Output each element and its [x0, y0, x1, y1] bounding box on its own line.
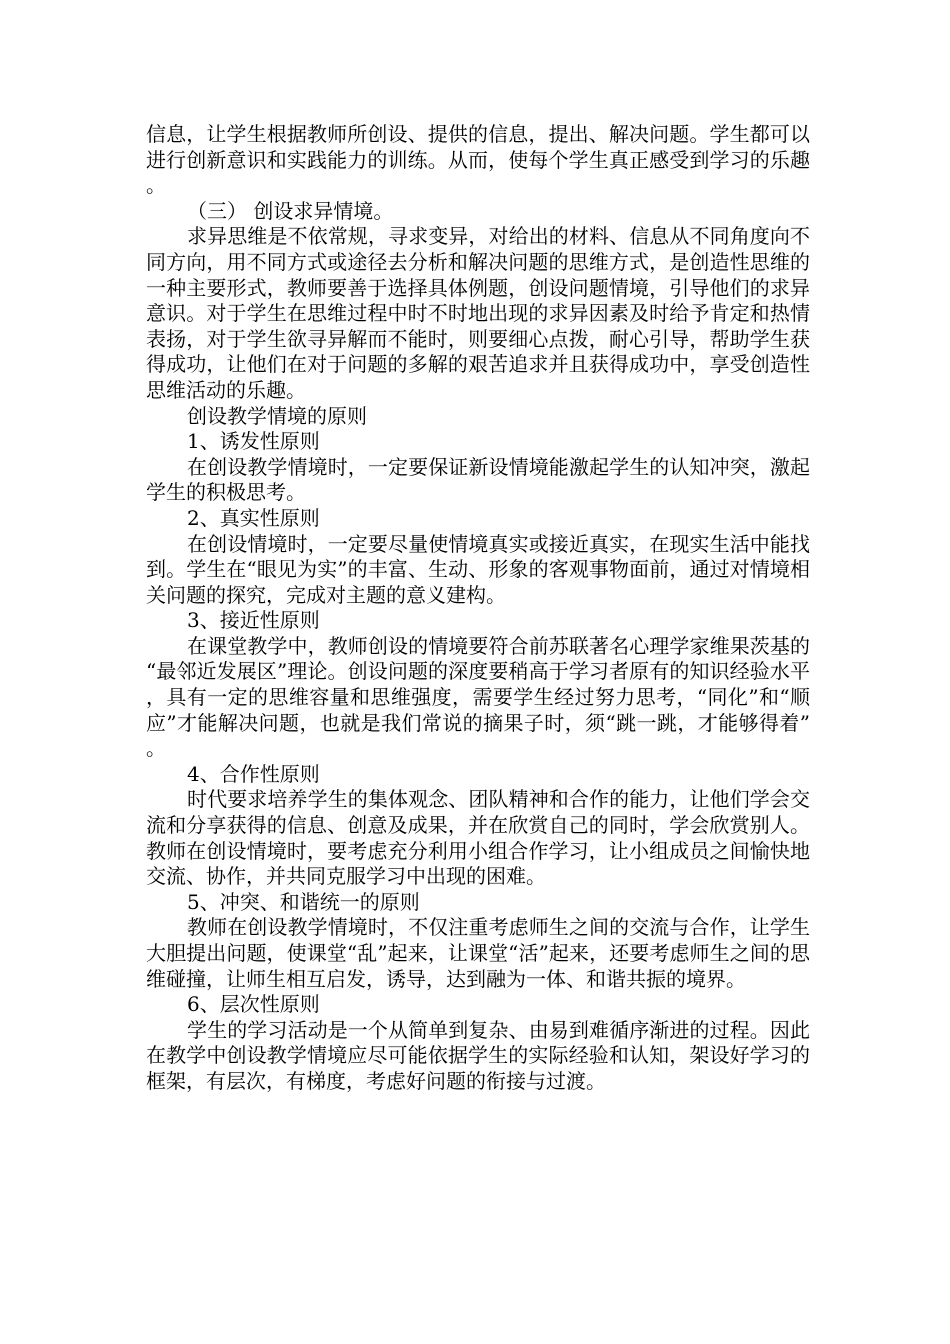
principle-body-4: 时代要求培养学生的集体观念、团队精神和合作的能力，让他们学会交流和分享获得的信息、创意及成果，并在欣赏自己的同时，学会欣赏别人。教师在创设情境时，要考虑充分利用小组合作学习，让小组成员之间愉快地交流、协作，并共同克服学习中出现的困难。 [146, 787, 810, 889]
document-body [146, 122, 810, 1095]
section-heading-principles: 创设教学情境的原则 [187, 403, 367, 428]
principle-body-1: 在创设教学情境时，一定要保证新设情境能激起学生的认知冲突，激起学生的积极思考。 [146, 454, 810, 505]
principle-heading-3: 3、接近性原则 [187, 608, 320, 633]
principle-heading-5: 5、冲突、和谐统一的原则 [187, 889, 420, 914]
paragraph-continuation: 信息，让学生根据教师所创设、提供的信息，提出、解决问题。学生都可以进行创新意识和实践能力的训练。从而，使每个学生真正感受到学习的乐趣。 [146, 122, 810, 198]
section-heading-qiuyi: （三） 创设求异情境。 [187, 198, 394, 223]
principle-heading-6: 6、层次性原则 [187, 992, 320, 1017]
principle-heading-4: 4、合作性原则 [187, 761, 320, 786]
principle-body-5: 教师在创设教学情境时，不仅注重考虑师生之间的交流与合作，让学生大胆提出问题，使课堂“乱”起来，让课堂“活”起来，还要考虑师生之间的思维碰撞，让师生相互启发，诱导，达到融为一体、和谐共振的境界。 [146, 915, 810, 991]
paragraph-qiuyi: 求异思维是不依常规，寻求变异，对给出的材料、信息从不同角度向不同方向，用不同方式或途径去分析和解决问题的思维方式，是创造性思维的一种主要形式，教师要善于选择具体例题，创设问题情境，引导他们的求异意识。对于学生在思维过程中时不时地出现的求异因素及时给予肯定和热情表扬，对于学生欲寻异解而不能时，则要细心点拨，耐心引导，帮助学生获得成功，让他们在对于问题的多解的艰苦追求并且获得成功中，享受创造性思维活动的乐趣。 [146, 224, 810, 402]
principle-heading-2: 2、真实性原则 [187, 505, 320, 530]
principle-body-3: 在课堂教学中，教师创设的情境要符合前苏联著名心理学家维果茨基的“最邻近发展区”理论。创设问题的深度要稍高于学习者原有的知识经验水平，具有一定的思维容量和思维强度，需要学生经过努力思考，“同化”和“顺应”才能解决问题，也就是我们常说的摘果子时，须“跳一跳，才能够得着”。 [146, 633, 810, 761]
principle-body-6: 学生的学习活动是一个从简单到复杂、由易到难循序渐进的过程。因此在教学中创设教学情境应尽可能依据学生的实际经验和认知，架设好学习的框架，有层次，有梯度，考虑好问题的衔接与过渡。 [146, 1017, 810, 1093]
principle-heading-1: 1、诱发性原则 [187, 429, 320, 454]
principle-body-2: 在创设情境时，一定要尽量使情境真实或接近真实，在现实生活中能找到。学生在“眼见为实”的丰富、生动、形象的客观事物面前，通过对情境相关问题的探究，完成对主题的意义建构。 [146, 531, 810, 607]
